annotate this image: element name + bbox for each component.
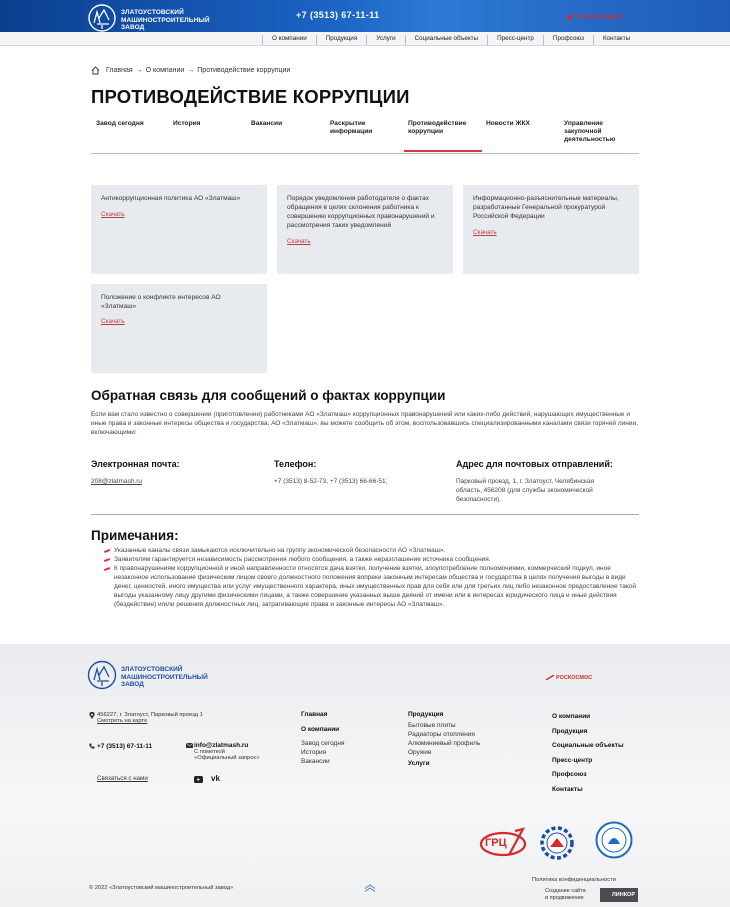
footer-link[interactable]: Главная [301,711,328,718]
dash-icon [104,558,110,561]
contact-us-link[interactable]: Связаться с нами [97,775,148,782]
breadcrumb [91,66,290,75]
footer-address: 456227, г. Златоуст, Парковый проезд 1 [97,712,203,718]
doc-card-title: Порядок уведомления работодателя о фактах обращения в целях склонения работника к совершению коррупционных правонарушений и рассмотрения таких уведомлений [287,195,435,229]
top-nav [262,35,639,45]
divider [91,514,639,515]
notes-list [104,546,642,609]
logo-text[interactable]: ЗЛАТОУСТОВСКИЙ МАШИНОСТРОИТЕЛЬНЫЙ ЗАВОД [121,9,210,31]
zlatmash-logo-icon[interactable] [88,4,116,32]
vk-icon[interactable]: vk [211,774,220,783]
footer-link[interactable]: Бытовые плиты [408,722,456,729]
crumb-sep: → [187,67,195,74]
roscosmos-logo[interactable]: РОСКОСМОС [566,14,624,21]
address-label: Адрес для почтовых отправлений: [456,459,613,469]
home-icon[interactable] [91,66,100,75]
doc-card-title: Информационно-разъяснительные материалы, разработанные Генеральной прокуратурой Российской Федерации [473,195,619,220]
tab-factory-today[interactable]: Завод сегодня [96,120,144,127]
nav-union[interactable]: Профсоюз [543,35,593,45]
privacy-link[interactable]: Политика конфиденциальности [532,877,616,883]
download-link[interactable]: Скачать [101,318,125,325]
footer-link[interactable]: История [301,749,327,756]
tab-housing-news[interactable]: Новости ЖКХ [486,120,530,127]
map-link[interactable]: Смотреть на карте [97,718,148,724]
location-pin-icon [89,712,95,719]
emblem-badge-icon[interactable] [595,821,633,859]
footer-link[interactable]: Завод сегодня [301,740,345,747]
footer-link[interactable]: Услуги [408,760,430,767]
site-footer [0,644,730,907]
footer-link[interactable]: Профсоюз [552,771,587,778]
email-note: С пометкой [194,749,225,755]
footer-link[interactable]: Радиаторы отопления [408,731,475,738]
footer-link[interactable]: Продукция [408,711,444,718]
download-link[interactable]: Скачать [101,211,125,218]
gear-badge-icon[interactable] [539,825,575,861]
email-label: Электронная почта: [91,459,180,469]
footer-link[interactable]: Алюминиевый профиль [408,740,481,747]
tab-disclosure[interactable]: Раскрытие информации [330,120,373,135]
tab-vacancies[interactable]: Вакансии [251,120,283,127]
doc-card-title: Положение о конфликте интересов АО «Златмаш» [101,294,221,310]
email-note: «Официальный запрос» [194,755,260,761]
doc-card[interactable] [91,284,267,373]
footer-col-2 [408,710,518,768]
scroll-top-icon[interactable] [364,884,376,892]
email-link[interactable]: 208@zlatmash.ru [91,478,143,485]
tab-procurement[interactable]: Управление закупочной деятельностью [564,120,616,143]
feedback-intro: Если вам стало известно о совершении (приготовлении) работниками АО «Златмаш» коррупционных правонарушений или каких-либо действий, нарушающих имущественные и иные права и законные интересы общества и государства, АО «Златмаш», вы можете сообщить об этом, воспользовавшись специализированными каналами связи горячей линии, включающими: [91,411,638,436]
phone-values: +7 (3513) 8-52-73, +7 (3513) 66-66-51; [274,478,388,485]
copyright: © 2022 «Златоустовский машиностроительный завод» [89,885,234,891]
mail-icon [186,743,193,748]
phone-label: Телефон: [274,459,317,469]
dash-icon [104,567,110,570]
footer-link[interactable]: Вакансии [301,758,330,765]
page-title: ПРОТИВОДЕЙСТВИЕ КОРРУПЦИИ [91,86,410,107]
crumb-home[interactable]: Главная [106,67,133,74]
roscosmos-icon [566,14,575,20]
note-item: К правонарушениям коррупционной и иной направленности относятся дача взятки, получение взятки, злоупотребление полномочиями, коммерческий подкуп, иное незаконное использование физическим лицом своего должностного положения вопреки законным интересам общества и государства в целях получения выгоды в виде денег, ценностей, иного имущества или услуг имущественного характера, иных имущественных прав для себя или для третьих лиц либо незаконное предоставление такой выгоды указанному лицу другими физическими лицами, а также совершение указанных выше деяний от имени или в интересах юридического лица и иные действия (бездействие) и/или решения должностных лиц, затрагивающие права и законные интересы АО «Златмаш». [104,564,642,609]
crumb-sep: → [135,67,143,74]
nav-press[interactable]: Пресс-центр [487,35,543,45]
credits: Создание сайта и продвижение [545,888,586,901]
nav-services[interactable]: Услуги [366,35,404,45]
postal-address: Парковый проезд, 1, г. Златоуст, Челябинская область, 456208 (для службы экономической безопасности). [456,478,595,503]
youtube-icon[interactable] [194,776,203,783]
footer-link[interactable]: Контакты [552,785,583,793]
footer-email[interactable]: info@zlatmash.ru [194,742,249,749]
grc-badge[interactable] [479,827,531,857]
footer-link[interactable]: О компании [552,713,591,720]
feedback-title: Обратная связь для сообщений о фактах коррупции [91,388,446,403]
footer-logo-text[interactable]: ЗЛАТОУСТОВСКИЙ МАШИНОСТРОИТЕЛЬНЫЙ ЗАВОД [121,666,208,688]
nav-social[interactable]: Социальные объекты [405,35,487,45]
doc-card-title: Антикоррупционная политика АО «Златмаш» [101,195,241,202]
footer-link[interactable]: Социальные объекты [552,742,624,749]
header-phone[interactable]: +7 (3513) 67-11-11 [296,10,380,20]
phone-icon [89,743,95,749]
crumb-current: Противодействие коррупции [197,67,291,74]
tab-history[interactable]: История [173,120,201,127]
roscosmos-logo[interactable]: РОСКОСМОС [546,675,592,681]
footer-link[interactable]: О компании [301,726,340,733]
nav-products[interactable]: Продукция [316,35,367,45]
footer-phone[interactable]: +7 (3513) 67-11-11 [97,743,153,750]
developer-logo[interactable]: ЛИНКОР [600,888,638,902]
doc-card[interactable] [463,185,639,274]
footer-link[interactable]: Оружие [408,749,432,756]
footer-link[interactable]: Пресс-центр [552,756,593,764]
note-item: Указанные каналы связи замыкаются исключительно на группу экономической безопасности АО «Златмаш». [104,546,642,555]
download-link[interactable]: Скачать [287,238,311,245]
grc-badge-label: ГРЦ [485,837,507,849]
footer-link[interactable]: Продукция [552,727,588,735]
section-tabs [91,118,639,154]
crumb-about[interactable]: О компании [145,67,185,74]
dash-icon [104,549,110,552]
zlatmash-logo-icon[interactable] [87,660,117,690]
doc-card[interactable] [91,185,267,274]
site-header [0,0,730,46]
doc-card[interactable] [277,185,453,274]
note-item: Заявителям гарантируется независимость рассмотрения любого сообщения, а также неразглашение источника сообщения. [104,555,642,564]
footer-col-1 [301,710,391,766]
nav-about[interactable]: О компании [262,35,316,45]
roscosmos-icon [546,675,554,680]
notes-title: Примечания: [91,528,179,543]
tab-anticorruption[interactable]: Противодействие коррупции [408,120,467,135]
active-tab-indicator [404,150,482,152]
download-link[interactable]: Скачать [473,229,497,236]
footer-col-3 [552,710,672,797]
nav-contacts[interactable]: Контакты [593,35,639,45]
